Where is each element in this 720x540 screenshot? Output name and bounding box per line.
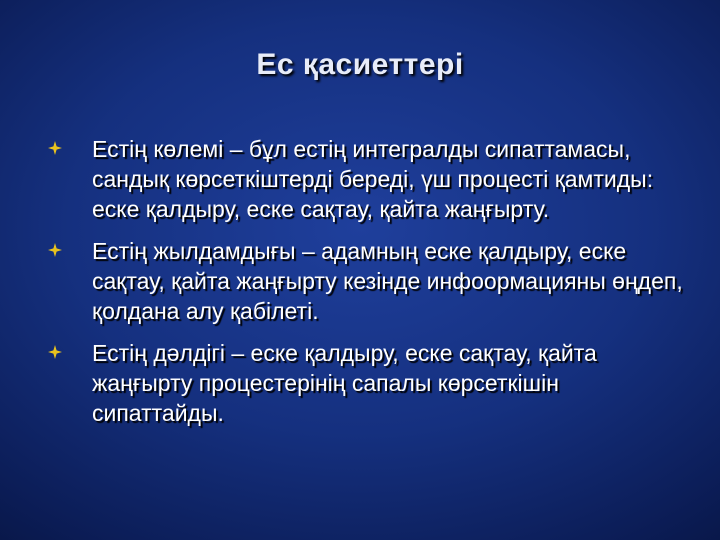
diamond-bullet-icon — [48, 345, 62, 359]
diamond-bullet-icon — [48, 243, 62, 257]
slide-title: Ес қасиеттері — [256, 48, 464, 81]
bullet-list — [44, 134, 694, 440]
bullet-text: Естің жылдамдығы – адамның еске қалдыру, еске сақтау, қайта жаңғырту кезінде инфоормацияны өңдеп, қолдана алу қабілеті. — [92, 238, 683, 324]
bullet-item — [44, 236, 694, 326]
bullet-item — [44, 134, 694, 224]
bullet-text: Естің дәлдігі – еске қалдыру, еске сақтау, қайта жаңғырту процестерінің сапалы көрсеткішін сипаттайды. — [92, 340, 597, 426]
bullet-item — [44, 338, 694, 428]
diamond-bullet-icon — [48, 141, 62, 155]
bullet-text: Естің көлемі – бұл естің интегралды сипаттамасы, сандық көрсеткіштерді береді, үш процесті қамтиды: еске қалдыру, еске сақтау, қайта жаңғырту. — [92, 136, 654, 222]
